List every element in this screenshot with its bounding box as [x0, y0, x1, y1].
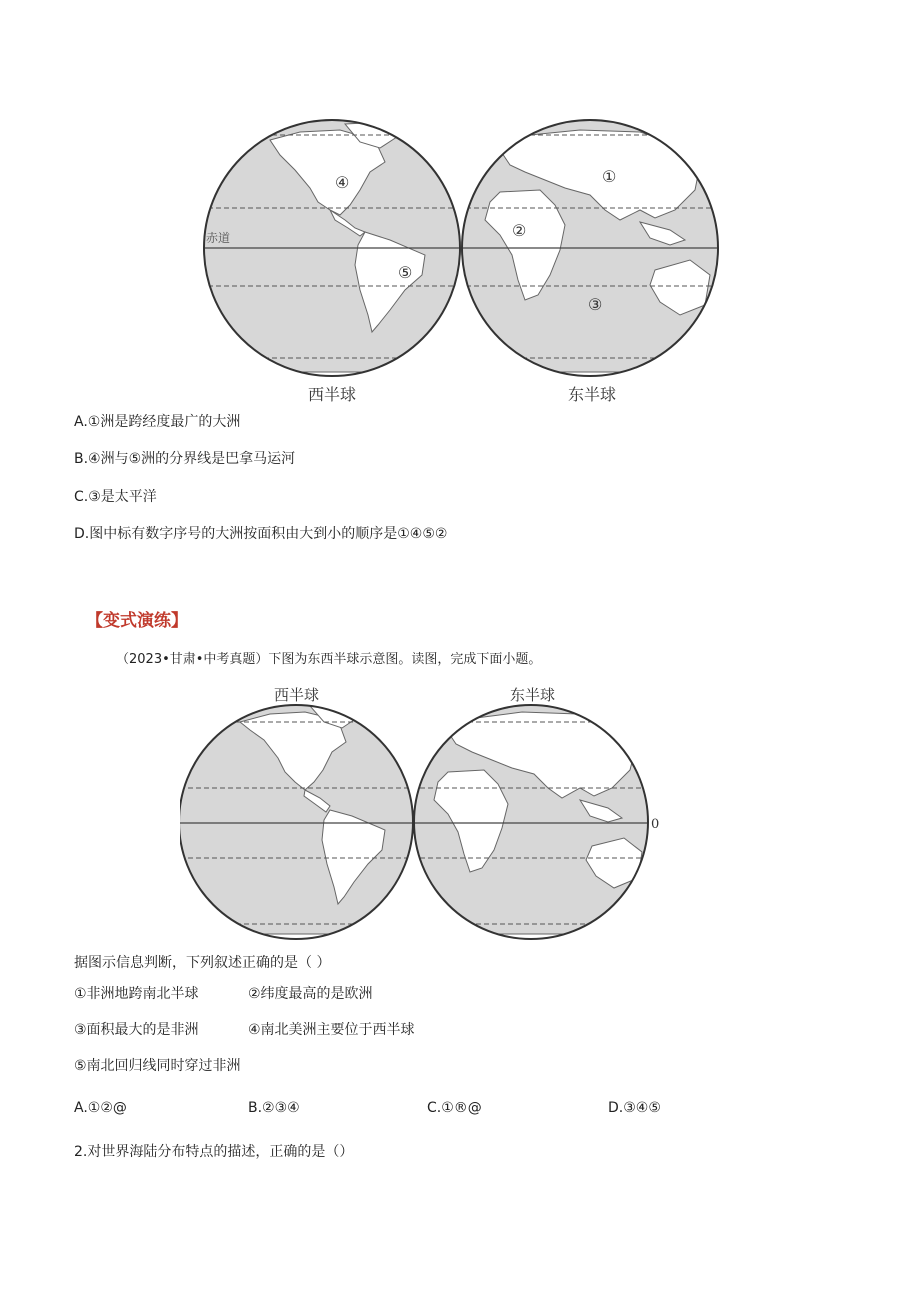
- marker-3: ③: [588, 295, 603, 314]
- q2-statement-1: ①非洲地跨南北半球: [74, 986, 199, 1002]
- east-hemisphere-caption: 东半球: [568, 385, 617, 404]
- marker-5: ⑤: [398, 263, 413, 282]
- q1-option-c: C.③是太平洋: [74, 489, 157, 505]
- western-hemisphere-globe: [200, 120, 464, 380]
- marker-4: ④: [335, 173, 350, 192]
- q2-option-c: C.①®@: [427, 1100, 482, 1116]
- q2-statement-2: ②纬度最高的是欧洲: [248, 986, 373, 1002]
- marker-2: ②: [512, 221, 527, 240]
- q3-question: 2.对世界海陆分布特点的描述，正确的是（）: [74, 1144, 354, 1160]
- east-hemisphere-caption-2: 东半球: [510, 686, 556, 704]
- q2-intro: （2023•甘肃•中考真题）下图为东西半球示意图。读图，完成下面小题。: [116, 652, 542, 667]
- q1-option-a: A.①洲是跨经度最广的大洲: [74, 414, 241, 430]
- q1-option-b: B.④洲与⑤洲的分界线是巴拿马运河: [74, 451, 296, 467]
- marker-1: ①: [602, 167, 617, 186]
- west-hemisphere-caption: 西半球: [308, 385, 357, 404]
- section-title: 【变式演练】: [86, 611, 188, 631]
- eastern-hemisphere-globe-2: [412, 705, 650, 944]
- hemispheres-map-figure-1: [200, 110, 725, 410]
- q2-question: 据图示信息判断，下列叙述正确的是（ ）: [74, 955, 331, 971]
- q2-option-a: A.①②@: [74, 1100, 127, 1116]
- eastern-hemisphere-globe: [458, 120, 722, 382]
- q1-option-d: D.图中标有数字序号的大洲按面积由大到小的顺序是①④⑤②: [74, 526, 448, 542]
- q2-option-b: B.②③④: [248, 1100, 300, 1116]
- hemispheres-map-figure-2: [180, 682, 680, 944]
- equator-label: 赤道: [206, 231, 231, 245]
- equator-zero-label: 0: [651, 817, 660, 832]
- q2-option-d: D.③④⑤: [608, 1100, 661, 1116]
- q2-statement-4: ④南北美洲主要位于西半球: [248, 1022, 415, 1038]
- west-hemisphere-caption-2: 西半球: [274, 686, 320, 704]
- western-hemisphere-globe-2: [180, 704, 420, 944]
- q2-statement-3: ③面积最大的是非洲: [74, 1022, 199, 1038]
- q2-statement-5: ⑤南北回归线同时穿过非洲: [74, 1058, 241, 1074]
